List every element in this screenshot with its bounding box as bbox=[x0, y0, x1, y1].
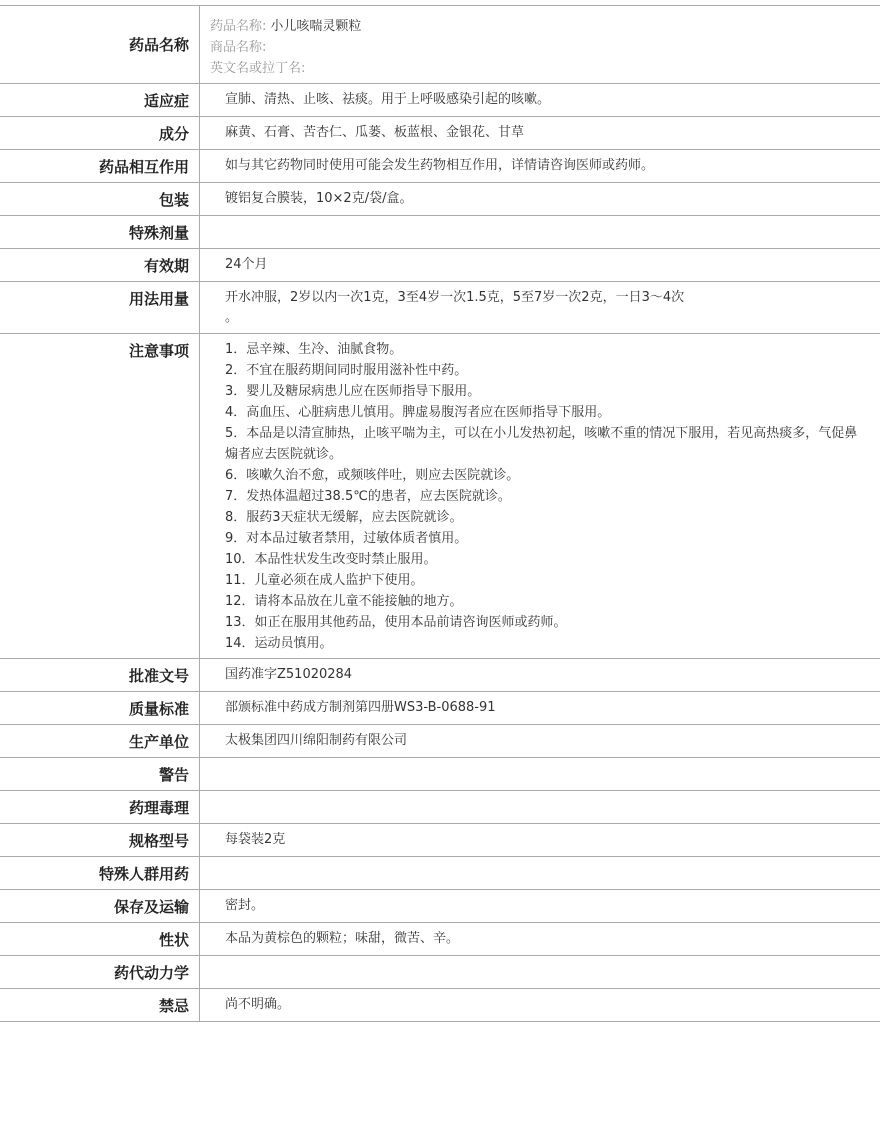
row-ingredients bbox=[0, 117, 880, 150]
drug-info-table bbox=[0, 5, 880, 1022]
notes-item: 8．服药3天症状无缓解，应去医院就诊。 bbox=[225, 510, 463, 525]
row-label: 有效期 bbox=[0, 249, 200, 281]
notes-item: 14．运动员慎用。 bbox=[225, 636, 333, 651]
row-value: 国药准字Z51020284 bbox=[225, 667, 353, 682]
row-usage bbox=[0, 282, 880, 334]
row-special-population bbox=[0, 857, 880, 890]
notes-item: 11．儿童必须在成人监护下使用。 bbox=[225, 573, 424, 588]
row-value: 尚不明确。 bbox=[225, 997, 291, 1012]
row-label: 警告 bbox=[0, 758, 200, 790]
row-label: 成分 bbox=[0, 117, 200, 149]
row-value bbox=[200, 956, 880, 988]
row-label: 批准文号 bbox=[0, 659, 200, 691]
row-warning bbox=[0, 758, 880, 791]
row-toxicology bbox=[0, 791, 880, 824]
row-value bbox=[200, 216, 880, 248]
row-pharmacokinetics bbox=[0, 956, 880, 989]
row-appearance bbox=[0, 923, 880, 956]
row-value bbox=[200, 758, 880, 790]
row-label: 性状 bbox=[0, 923, 200, 955]
row-label: 特殊人群用药 bbox=[0, 857, 200, 889]
row-value bbox=[200, 857, 880, 889]
notes-item: 10．本品性状发生改变时禁止服用。 bbox=[225, 552, 437, 567]
row-manufacturer bbox=[0, 725, 880, 758]
row-label: 注意事项 bbox=[0, 334, 200, 658]
row-standard bbox=[0, 692, 880, 725]
row-interaction bbox=[0, 150, 880, 183]
row-package bbox=[0, 183, 880, 216]
row-spec bbox=[0, 824, 880, 857]
row-label: 药品相互作用 bbox=[0, 150, 200, 182]
drug-name-value: 小儿咳喘灵颗粒 bbox=[270, 19, 362, 34]
row-label: 药代动力学 bbox=[0, 956, 200, 988]
row-label: 禁忌 bbox=[0, 989, 200, 1021]
notes-item: 9．对本品过敏者禁用，过敏体质者慎用。 bbox=[225, 531, 468, 546]
notes-item: 6．咳嗽久治不愈，或频咳伴吐，则应去医院就诊。 bbox=[225, 468, 520, 483]
usage-text: 开水冲服，2岁以内一次1克，3至4岁一次1.5克，5至7岁一次2克，一日3～4次 bbox=[225, 290, 685, 305]
row-value: 本品为黄棕色的颗粒；味甜，微苦、辛。 bbox=[225, 931, 460, 946]
notes-item: 1．忌辛辣、生冷、油腻食物。 bbox=[225, 342, 403, 357]
row-value: 镀铝复合膜装，10×2克/袋/盒。 bbox=[225, 191, 413, 206]
row-label: 适应症 bbox=[0, 84, 200, 116]
row-special-dose bbox=[0, 216, 880, 249]
row-label: 生产单位 bbox=[0, 725, 200, 757]
row-notes bbox=[0, 334, 880, 659]
row-value: 如与其它药物同时使用可能会发生药物相互作用，详情请咨询医师或药师。 bbox=[225, 158, 655, 173]
row-label: 质量标准 bbox=[0, 692, 200, 724]
row-value: 部颁标准中药成方制剂第四册WS3-B-0688-91 bbox=[225, 700, 496, 715]
notes-item: 3．婴儿及糖尿病患儿应在医师指导下服用。 bbox=[225, 384, 481, 399]
notes-item: 2．不宜在服药期间同时服用滋补性中药。 bbox=[225, 363, 468, 378]
notes-item: 4．高血压、心脏病患儿慎用。脾虚易腹泻者应在医师指导下服用。 bbox=[225, 405, 611, 420]
english-name-label: 英文名或拉丁名: bbox=[210, 61, 306, 76]
notes-item: 5．本品是以清宣肺热，止咳平喘为主，可以在小儿发热初起，咳嗽不重的情况下服用，若见高热痰多，气促鼻煽者应去医院就诊。 bbox=[225, 426, 858, 462]
row-label: 保存及运输 bbox=[0, 890, 200, 922]
row-value: 宣肺、清热、止咳、祛痰。用于上呼吸感染引起的咳嗽。 bbox=[225, 92, 551, 107]
row-approval bbox=[0, 659, 880, 692]
row-label: 药理毒理 bbox=[0, 791, 200, 823]
row-label: 包装 bbox=[0, 183, 200, 215]
row-value: 每袋装2克 bbox=[225, 832, 286, 847]
row-validity bbox=[0, 249, 880, 282]
row-label: 药品名称 bbox=[0, 6, 200, 83]
row-label: 特殊剂量 bbox=[0, 216, 200, 248]
notes-list bbox=[200, 334, 880, 658]
row-value bbox=[200, 6, 880, 83]
row-value: 太极集团四川绵阳制药有限公司 bbox=[225, 733, 408, 748]
notes-item: 12．请将本品放在儿童不能接触的地方。 bbox=[225, 594, 463, 609]
notes-item: 13．如正在服用其他药品，使用本品前请咨询医师或药师。 bbox=[225, 615, 567, 630]
trade-name-label: 商品名称: bbox=[210, 40, 267, 55]
row-value bbox=[200, 282, 880, 333]
drug-name-label: 药品名称: bbox=[210, 19, 267, 34]
row-value: 麻黄、石膏、苦杏仁、瓜蒌、板蓝根、金银花、甘草 bbox=[225, 125, 525, 140]
row-indication bbox=[0, 84, 880, 117]
row-value: 24个月 bbox=[225, 257, 268, 272]
row-value: 密封。 bbox=[225, 898, 265, 913]
usage-text-tail: 。 bbox=[225, 310, 239, 325]
row-value bbox=[200, 791, 880, 823]
row-drug-name bbox=[0, 6, 880, 84]
row-storage bbox=[0, 890, 880, 923]
row-contraindication bbox=[0, 989, 880, 1022]
row-label: 用法用量 bbox=[0, 282, 200, 333]
notes-item: 7．发热体温超过38.5℃的患者，应去医院就诊。 bbox=[225, 489, 511, 504]
row-label: 规格型号 bbox=[0, 824, 200, 856]
